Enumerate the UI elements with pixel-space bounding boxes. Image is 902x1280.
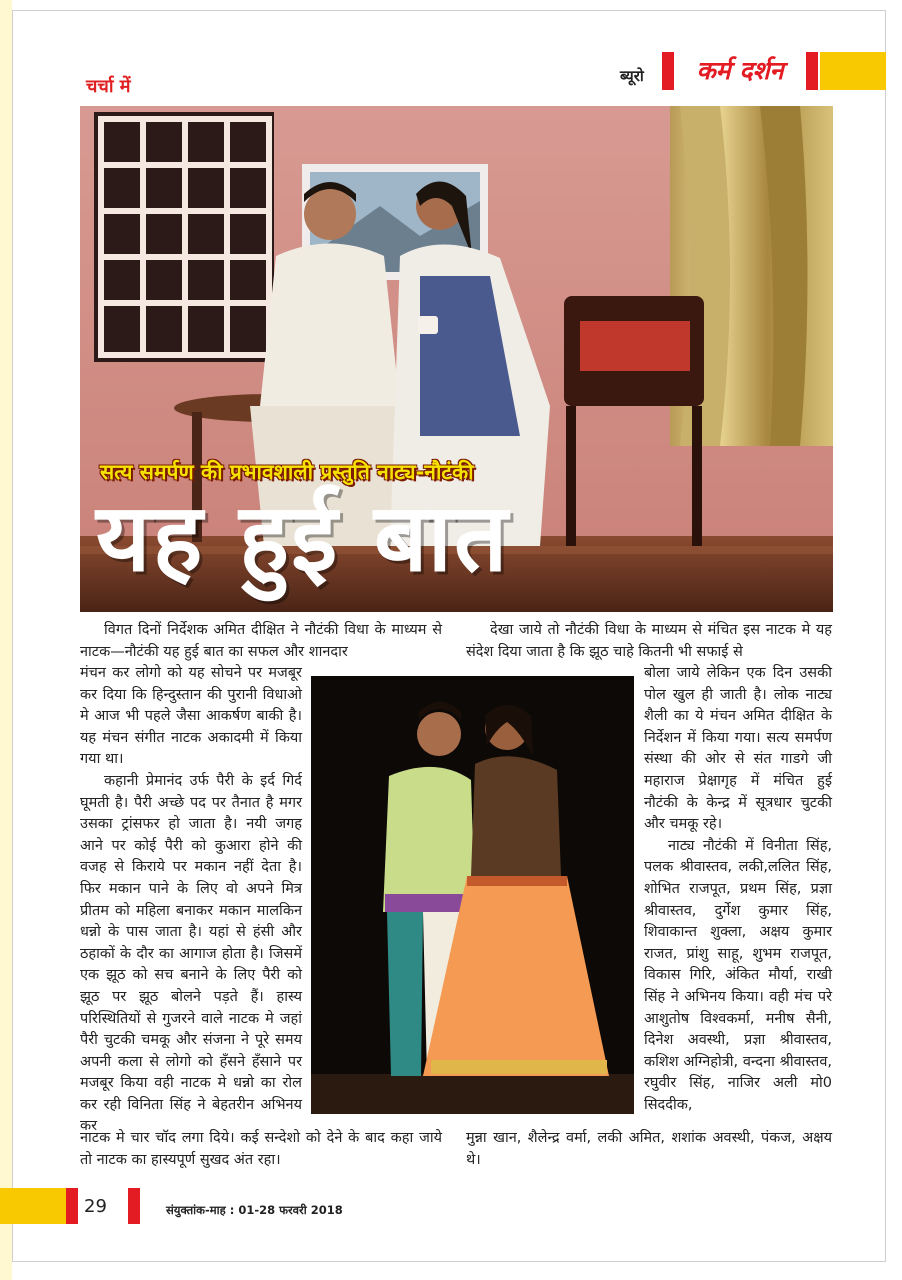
- footer-bar-yellow: [0, 1188, 66, 1224]
- page-number: 29: [84, 1196, 107, 1217]
- article-column-right-top: [466, 620, 832, 663]
- masthead-bar-left: [662, 52, 674, 90]
- article-paragraph: देखा जाये तो नौटंकी विधा के माध्यम से मंचित इस नाटक मे यह संदेश दिया जाता है कि झूठ चाहे कितनी भी सफाई से: [466, 622, 832, 660]
- article-paragraph: नाट्य नौटंकी में विनीता सिंह, पलक श्रीवास्तव, लकी,ललित सिंह, शोभित राजपूत, प्रथम सिंह, प्रज्ञा श्रीवास्तव, दुर्गेश कुमार सिंह, शिवाकान्त शुक्ला, अक्षय कुमार राजत, प्रांशु साहू, शुभम राजपूत, विकास गिरि, अंकित मौर्या, राखी सिंह ने अभिनय किया। वही मंच परे आशुतोष विश्वकर्मा, मनीष सैनी, दिनेश अवस्थी, प्रज्ञा श्रीवास्तव, कशिश अग्निहोत्री, वन्दना श्रीवास्तव, रघुवीर सिंह, नाजिर अली मो0 सिददीक,: [644, 837, 832, 1113]
- issue-line: संयुक्तांक-माह : 01-28 फरवरी 2018: [166, 1203, 343, 1217]
- headline: यह हुई बात: [96, 484, 510, 593]
- bureau-label: ब्यूरो: [620, 67, 644, 85]
- footer-bar-red-left: [66, 1188, 78, 1224]
- masthead-bar-right: [806, 52, 818, 90]
- article-column-right-narrow: [644, 663, 832, 1116]
- article-paragraph: मुन्ना खान, शैलेन्द्र वर्मा, लकी अमित, शशांक अवस्थी, पंकज, अक्षय थे।: [466, 1130, 832, 1168]
- article-paragraph: कहानी प्रेमानंद उर्फ पैरी के इर्द गिर्द घूमती है। पैरी अच्छे पद पर तैनात है मगर उसका ट्रांसफर हो जाता है। नयी जगह आने पर कोई पैरी को कुआरा होने की वजह से किराये पर मकान नहीं देता है। फिर मकान पाने के लिए वो अपने मित्र प्रीतम को महिला बनाकर मकान मालकिन धन्नो के पास जाता है। यहां से हंसी और ठहाकों के दौर का आगाज होता है। जिसमें एक झूठ को सच बनाने के लिए पैरी को झूठ पर झूठ बोलने पड़ते हैं। हास्य परिस्थितियों से गुजरने वाले नाटक मे जहां पैरी चुटकी चमकू और संजना ने पूरे समय अपनी कला से लोगो को हँसने हँसाने पर मजबूर किया वही नाटक मे धन्नो का रोल कर रही विनिता सिंह ने बेहतरीन अभिनय कर: [80, 772, 302, 1135]
- article-column-left-top: [80, 620, 442, 663]
- article-column-left-narrow: [80, 663, 302, 1138]
- masthead-logo: कर्म दर्शन: [696, 56, 784, 85]
- footer-bar-red-right: [128, 1188, 140, 1224]
- article-column-left-bottom: [80, 1128, 442, 1171]
- article-paragraph: बोला जाये लेकिन एक दिन उसकी पोल खुल ही जाती है। लोक नाट्य शैली का ये मंचन अमित दीक्षित के निर्देशन में किया गया। सत्य समर्पण संस्था की ओर से संत गाडगे जी महाराज प्रेक्षागृह में मंचित हुई नौटंकी के केन्द्र में सूत्रधार चुटकी और चमकू रहे।: [644, 665, 832, 833]
- article-paragraph: मंचन कर लोगो को यह सोचने पर मजबूर कर दिया कि हिन्दुस्तान की पुरानी विधाओ मे आज भी पहले जैसा आकर्षण बाकी है। यह मंचन संगीत नाटक अकादमी में किया गया था।: [80, 665, 302, 768]
- left-margin-strip: [0, 0, 12, 1280]
- article-column-right-bottom: [466, 1128, 832, 1171]
- article-paragraph: विगत दिनों निर्देशक अमित दीक्षित ने नौटंकी विधा के माध्यम से नाटक—नौटंकी यह हुई बात का सफल और शानदार: [80, 622, 442, 660]
- section-label: चर्चा में: [86, 76, 131, 97]
- inset-photo: [311, 676, 634, 1114]
- subheadline: सत्य समर्पण की प्रभावशाली प्रस्तुति नाट्य-नौटंकी: [100, 460, 474, 484]
- masthead-bar-yellow: [820, 52, 886, 90]
- article-paragraph: नाटक मे चार चॉद लगा दिये। कई सन्देशो को देने के बाद कहा जाये तो नाटक का हास्यपूर्ण सुखद अंत रहा।: [80, 1130, 442, 1168]
- inset-dancers-illustration: [311, 676, 634, 1114]
